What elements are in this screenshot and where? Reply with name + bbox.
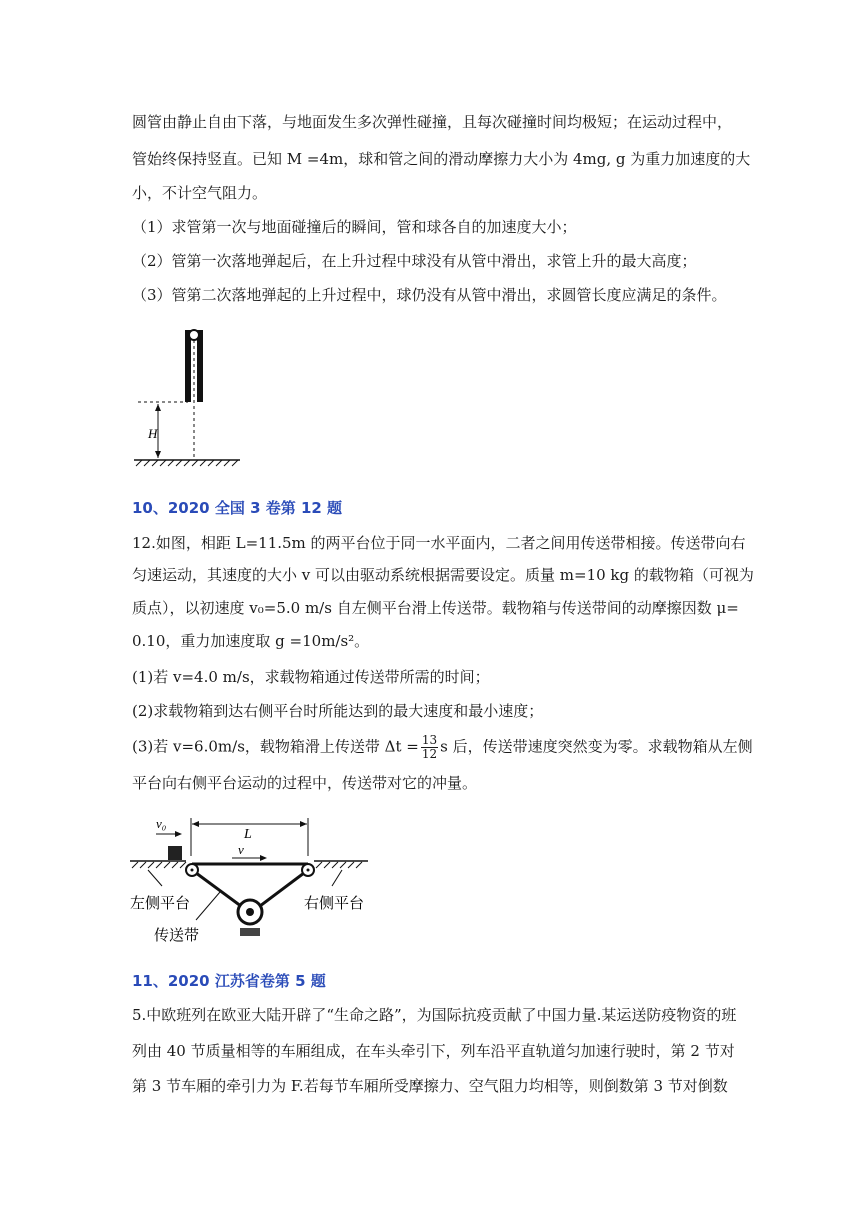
p10-text-line: 匀速运动，其速度的大小 v 可以由驱动系统根据需要设定。质量 m=10 kg 的载物箱（可视为: [132, 566, 754, 584]
l-label: L: [244, 827, 252, 842]
p11-text-line: 列由 40 节质量相等的车厢组成，在车头牵引下，列车沿平直轨道匀加速行驶时，第 2 节对: [132, 1042, 735, 1060]
v0-arrow-head: [175, 831, 182, 837]
p9-text-line: 管始终保持竖直。已知 M =4m，球和管之间的滑动摩擦力大小为 4mg, g 为重力加速度的大: [132, 150, 751, 168]
v-arrow-head: [260, 855, 267, 861]
drive-wheel-axle: [246, 908, 254, 916]
right-pulley-axle: [307, 869, 310, 872]
left-platform-leader: [148, 870, 162, 886]
p10-text-line: 12.如图，相距 L=11.5m 的两平台位于同一水平面内，二者之间用传送带相接。传送带向右: [132, 534, 746, 552]
p10-question-1: (1)若 v=4.0 m/s，求载物箱通过传送带所需的时间；: [132, 668, 490, 686]
p9-text-line: 小，不计空气阻力。: [132, 184, 268, 202]
drive-wheel-base: [240, 928, 260, 936]
belt-label: 传送带: [154, 926, 200, 944]
p9-question-3: （3）管第二次落地弹起的上升过程中，球仍没有从管中滑出，求圆管长度应满足的条件。: [132, 286, 727, 304]
v-label: v: [238, 842, 244, 857]
height-label: H: [148, 426, 158, 441]
ground-hatching: [136, 460, 238, 466]
left-platform-label: 左侧平台: [130, 894, 191, 912]
cargo-box: [168, 846, 182, 860]
tube-drop-figure: [130, 320, 250, 470]
p10-question-2: (2)求载物箱到达右侧平台时所能达到的最大速度和最小速度；: [132, 702, 544, 720]
q3-prefix: (3)若 v=6.0m/s，载物箱滑上传送带 Δt =: [132, 737, 419, 756]
v0-label: v₀: [156, 816, 167, 831]
right-platform-label: 右侧平台: [304, 894, 365, 912]
height-arrow-head-up: [155, 404, 161, 411]
q3-suffix: s 后，传送带速度突然变为零。求载物箱从左侧: [440, 737, 753, 756]
p9-question-2: （2）管第一次落地弹起后，在上升过程中球没有从管中滑出，求管上升的最大高度；: [132, 252, 697, 270]
p10-text-line: 质点），以初速度 v₀=5.0 m/s 自左侧平台滑上传送带。载物箱与传送带间的动摩擦因数 μ=: [132, 599, 739, 617]
conveyor-figure: [128, 812, 378, 947]
p10-question-3-cont: 平台向右侧平台运动的过程中，传送带对它的冲量。: [132, 774, 478, 792]
belt-leader: [196, 892, 220, 920]
p9-question-1: （1）求管第一次与地面碰撞后的瞬间，管和球各自的加速度大小；: [132, 218, 577, 236]
ball: [189, 330, 199, 340]
p11-text-line: 第 3 节车厢的牵引力为 F.若每节车厢所受摩擦力、空气阻力均相等，则倒数第 3 节对倒数: [132, 1077, 728, 1095]
height-arrow-head-down: [155, 451, 161, 458]
l-arrow-left: [192, 821, 199, 827]
tube-left-wall: [185, 330, 191, 402]
fraction-denominator: 12: [421, 747, 438, 761]
p9-text-line: 圆管由静止自由下落，与地面发生多次弹性碰撞，且每次碰撞时间均极短；在运动过程中，: [132, 113, 733, 131]
right-platform-hatching: [316, 862, 362, 868]
l-arrow-right: [300, 821, 307, 827]
problem-11-heading: 11、2020 江苏省卷第 5 题: [132, 972, 326, 990]
p10-question-3: [132, 733, 753, 761]
tube-right-wall: [197, 330, 203, 402]
right-platform-leader: [332, 870, 342, 886]
problem-10-heading: 10、2020 全国 3 卷第 12 题: [132, 499, 343, 517]
p11-text-line: 5.中欧班列在欧亚大陆开辟了“生命之路”，为国际抗疫贡献了中国力量.某运送防疫物资的班: [132, 1006, 737, 1024]
left-pulley-axle: [191, 869, 194, 872]
left-platform-hatching: [132, 862, 186, 868]
fraction-numerator: 13: [421, 733, 438, 747]
delta-t-fraction: [421, 734, 438, 761]
p10-text-line: 0.10，重力加速度取 g =10m/s²。: [132, 632, 370, 650]
